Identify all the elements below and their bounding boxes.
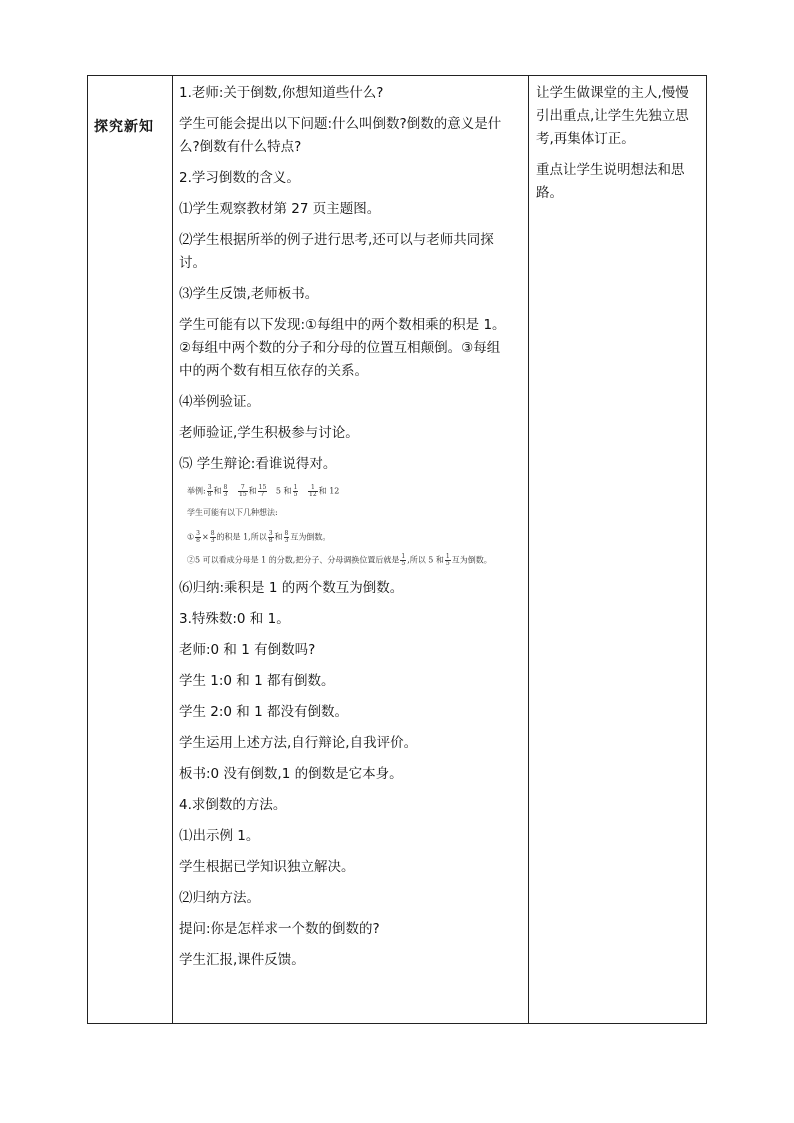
text-line: ⑴出示例 1。: [179, 828, 260, 844]
fraction: $\frac{8}{3}$: [284, 530, 289, 544]
text-line: ⑵学生根据所举的例子进行思考,还可以与老师共同探: [179, 232, 494, 248]
text-line: ⑶学生反馈,老师板书。: [179, 286, 319, 302]
note-line: 路。: [536, 185, 563, 201]
fraction: $\frac{3}{8}$: [196, 530, 200, 544]
fraction: $\frac{1}{5}$: [401, 553, 406, 567]
example-line: 学生可能有以下几种想法:: [187, 508, 278, 517]
text-line: 学生汇报,课件反馈。: [179, 952, 305, 968]
fraction: $\frac{8}{3}$: [210, 530, 215, 544]
text-line: 3.特殊数:0 和 1。: [179, 611, 290, 627]
notes-cell: [536, 83, 702, 214]
fraction: $\frac{8}{3}$: [223, 484, 228, 498]
text-line: 2.学习倒数的含义。: [179, 170, 300, 186]
example-line: ① $\frac{3}{8}$ × $\frac{8}{3}$ 的积是 1,所以 $\frac{3}{8}$ 和 $\frac{8}{3}$ 互为倒数。: [187, 530, 331, 544]
text-line: 讨。: [179, 255, 206, 271]
fraction: $\frac{1}{5}$: [445, 553, 450, 567]
note-line: 引出重点,让学生先独立思: [536, 108, 689, 124]
text-line: 学生 2:0 和 1 都没有倒数。: [179, 704, 348, 720]
fraction: $\frac{7}{15}$: [239, 484, 247, 498]
text-line: ⑹归纳:乘积是 1 的两个数互为倒数。: [179, 580, 404, 596]
text-line: ⑷举例验证。: [179, 394, 260, 410]
fraction: $\frac{3}{8}$: [268, 530, 273, 544]
text-line: 学生 1:0 和 1 都有倒数。: [179, 673, 335, 689]
section-label: 探究新知: [94, 119, 154, 135]
fraction: $\frac{1}{5}$: [293, 484, 298, 498]
text-line: ⑵归纳方法。: [179, 890, 260, 906]
text-line: 学生可能会提出以下问题:什么叫倒数?倒数的意义是什: [179, 116, 502, 132]
text-line: 学生可能有以下发现:①每组中的两个数相乘的积是 1。: [179, 317, 506, 333]
note-line: 考,再集体订正。: [536, 131, 635, 147]
fraction: $\frac{15}{7}$: [258, 484, 267, 498]
fraction: $\frac{3}{8}$: [207, 484, 212, 498]
text-line: 老师:0 和 1 有倒数吗?: [179, 642, 316, 658]
embedded-example-image: [187, 484, 517, 567]
example-line: 举例: $\frac{3}{8}$ 和 $\frac{8}{3}$ $\frac{7}{15}$ 和 $\frac{15}{7}$ 5 和 $\frac{1}{5}$ $\frac{1}{12}$ 和 12: [187, 484, 340, 498]
text-line: 4.求倒数的方法。: [179, 797, 287, 813]
lesson-table: [87, 75, 707, 1024]
content-cell: [179, 83, 529, 981]
text-line: 中的两个数有相互依存的关系。: [179, 363, 368, 379]
text-line: 老师验证,学生积极参与讨论。: [179, 425, 359, 441]
text-line: 提问:你是怎样求一个数的倒数的?: [179, 921, 380, 937]
note-line: 让学生做课堂的主人,慢慢: [536, 85, 689, 101]
text-line: ⑸ 学生辩论:看谁说得对。: [179, 456, 337, 472]
text-line: 1.老师:关于倒数,你想知道些什么?: [179, 85, 384, 101]
fraction: $\frac{1}{12}$: [309, 484, 317, 498]
section-label-cell: [88, 76, 173, 1023]
text-line: ⑴学生观察教材第 27 页主题图。: [179, 201, 381, 217]
example-line: ②5 可以看成分母是 1 的分数,把分子、分母调换位置后就是 $\frac{1}{5}$ ,所以 5 和 $\frac{1}{5}$ 互为倒数。: [187, 553, 492, 567]
text-line: 学生根据已学知识独立解决。: [179, 859, 355, 875]
text-line: 学生运用上述方法,自行辩论,自我评价。: [179, 735, 418, 751]
text-line: 板书:0 没有倒数,1 的倒数是它本身。: [179, 766, 403, 782]
note-line: 重点让学生说明想法和思: [536, 162, 685, 178]
text-line: ②每组中两个数的分子和分母的位置互相颠倒。③每组: [179, 340, 501, 356]
text-line: 么?倒数有什么特点?: [179, 139, 302, 155]
